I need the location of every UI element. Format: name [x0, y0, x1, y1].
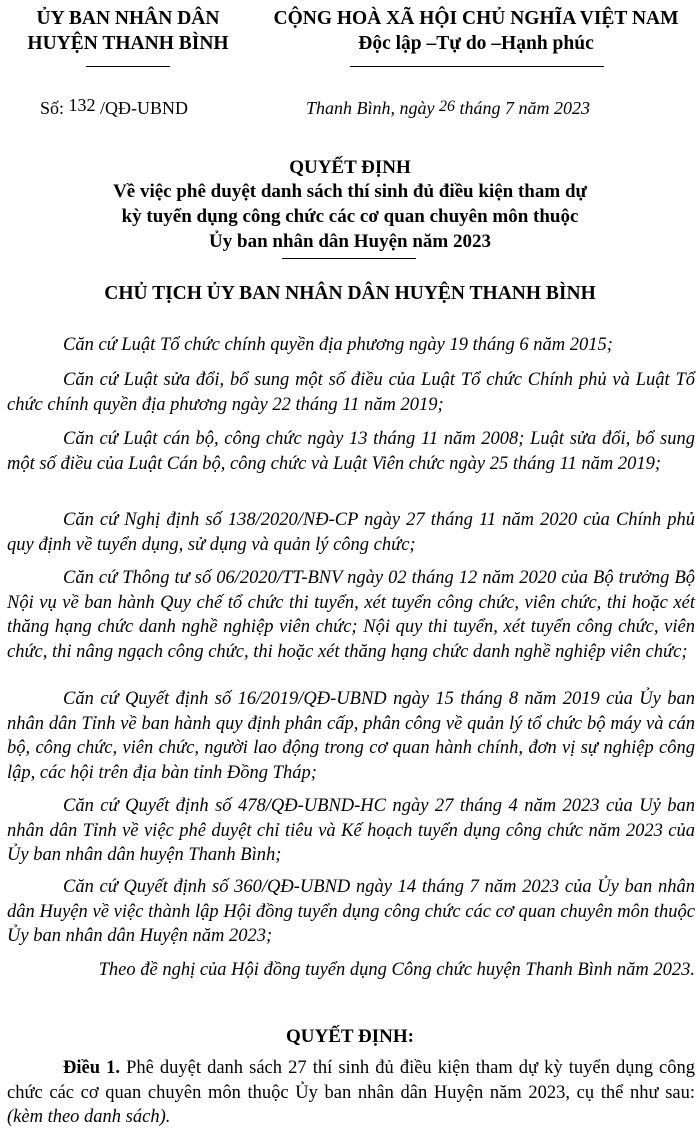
article-1-label: Điều 1.	[63, 1058, 120, 1078]
preamble-text: Căn cứ Quyết định số 16/2019/QĐ-UBND ngày 15 tháng 8 năm 2019 của Ủy ban nhân dân Tỉnh về ban hành quy định phân cấp, phân công về quản lý tổ chức bộ máy và cán bộ, công chức, viên chức, người lao động trong cơ quan hành chính, đơn vị sự nghiệp công lập, các hội trên địa bàn tỉnh Đồng Tháp;	[7, 689, 695, 783]
subject-underline	[282, 258, 416, 259]
motto-underline	[350, 66, 604, 67]
subject-line-3: Ủy ban nhân dân Huyện năm 2023	[209, 231, 491, 252]
so-label: Số:	[40, 98, 65, 118]
authority-heading: CHỦ TỊCH ỦY BAN NHÂN DÂN HUYỆN THANH BÌNH	[104, 283, 596, 304]
preamble-text: Căn cứ Luật cán bộ, công chức ngày 13 tháng 11 năm 2008; Luật sửa đổi, bổ sung một số điều của Luật Cán bộ, công chức và Luật Viên chức ngày 25 tháng 11 năm 2019;	[7, 429, 695, 474]
preamble-item	[7, 566, 695, 664]
issuing-agency	[12, 6, 244, 56]
article-1	[7, 1056, 695, 1130]
article-1-text: Phê duyệt danh sách 27 thí sinh đủ điều kiện tham dự kỳ tuyển dụng công chức các cơ quan chuyên môn thuộc Ủy ban nhân dân Huyện năm 2023, cụ thể như sau:	[7, 1058, 695, 1103]
preamble-text: Căn cứ Luật sửa đổi, bổ sung một số điều của Luật Tổ chức Chính phủ và Luật Tổ chức chính quyền địa phương ngày 22 tháng 11 năm 2019;	[7, 370, 695, 415]
preamble-text: Căn cứ Quyết định số 478/QĐ-UBND-HC ngày 27 tháng 4 năm 2023 của Uỷ ban nhân dân Tỉnh về việc phê duyệt chỉ tiêu và Kế hoạch tuyển dụng công chức năm 2023 của Ủy ban nhân dân huyện Thanh Bình;	[7, 796, 695, 865]
preamble-item	[7, 368, 695, 417]
subject-line-2: kỳ tuyển dụng công chức các cơ quan chuyên môn thuộc	[121, 206, 579, 227]
preamble-text: Theo đề nghị của Hội đồng tuyển dụng Công chức huyện Thanh Bình năm 2023.	[98, 960, 695, 980]
date-suffix: tháng 7 năm 2023	[459, 98, 590, 118]
article-1-note: (kèm theo danh sách).	[7, 1107, 171, 1127]
agency-name-line2: HUYỆN THANH BÌNH	[27, 33, 229, 54]
proposal-basis	[7, 958, 695, 983]
document-number	[40, 95, 189, 119]
preamble-item	[7, 687, 695, 785]
country-name: CỘNG HOÀ XÃ HỘI CHỦ NGHĨA VIỆT NAM	[273, 8, 679, 29]
date-day: 26	[439, 98, 455, 115]
motto: Độc lập –Tự do –Hạnh phúc	[358, 33, 594, 54]
issue-date	[306, 98, 590, 119]
preamble-item	[7, 508, 695, 557]
preamble-item	[7, 794, 695, 868]
date-prefix: Thanh Bình, ngày	[306, 98, 435, 118]
document-type-heading: QUYẾT ĐỊNH	[289, 157, 411, 178]
preamble-item	[7, 427, 695, 476]
national-motto	[252, 6, 700, 56]
preamble-text: Căn cứ Luật Tổ chức chính quyền địa phương ngày 19 tháng 6 năm 2015;	[63, 335, 613, 355]
agency-name-line1: ỦY BAN NHÂN DÂN	[36, 8, 220, 29]
preamble-item	[7, 875, 695, 949]
so-suffix: /QĐ-UBND	[100, 98, 189, 118]
decision-heading: QUYẾT ĐỊNH:	[286, 1026, 414, 1047]
so-number: 132	[68, 95, 96, 115]
preamble-text: Căn cứ Nghị định số 138/2020/NĐ-CP ngày 27 tháng 11 năm 2020 của Chính phủ quy định về tuyển dụng, sử dụng và quản lý công chức;	[7, 510, 695, 555]
subject-line-1: Về việc phê duyệt danh sách thí sinh đủ điều kiện tham dự	[113, 181, 587, 202]
preamble-text: Căn cứ Quyết định số 360/QĐ-UBND ngày 14 tháng 7 năm 2023 của Ủy ban nhân dân Huyện về việc thành lập Hội đồng tuyển dụng công chức các cơ quan chuyên môn thuộc Ủy ban nhân dân Huyện năm 2023;	[7, 877, 695, 946]
preamble-item	[7, 333, 695, 358]
preamble-text: Căn cứ Thông tư số 06/2020/TT-BNV ngày 02 tháng 12 năm 2020 của Bộ trưởng Bộ Nội vụ về ban hành Quy chế tổ chức thi tuyển, xét tuyển công chức, viên chức, thi hoặc xét thăng hạng chức danh nghề nghiệp viên chức; Nội quy thi tuyển, xét tuyển công chức, viên chức, thi nâng ngạch công chức, thi hoặc xét thăng hạng chức danh nghề nghiệp viên chức;	[7, 568, 695, 662]
agency-underline	[86, 66, 170, 67]
